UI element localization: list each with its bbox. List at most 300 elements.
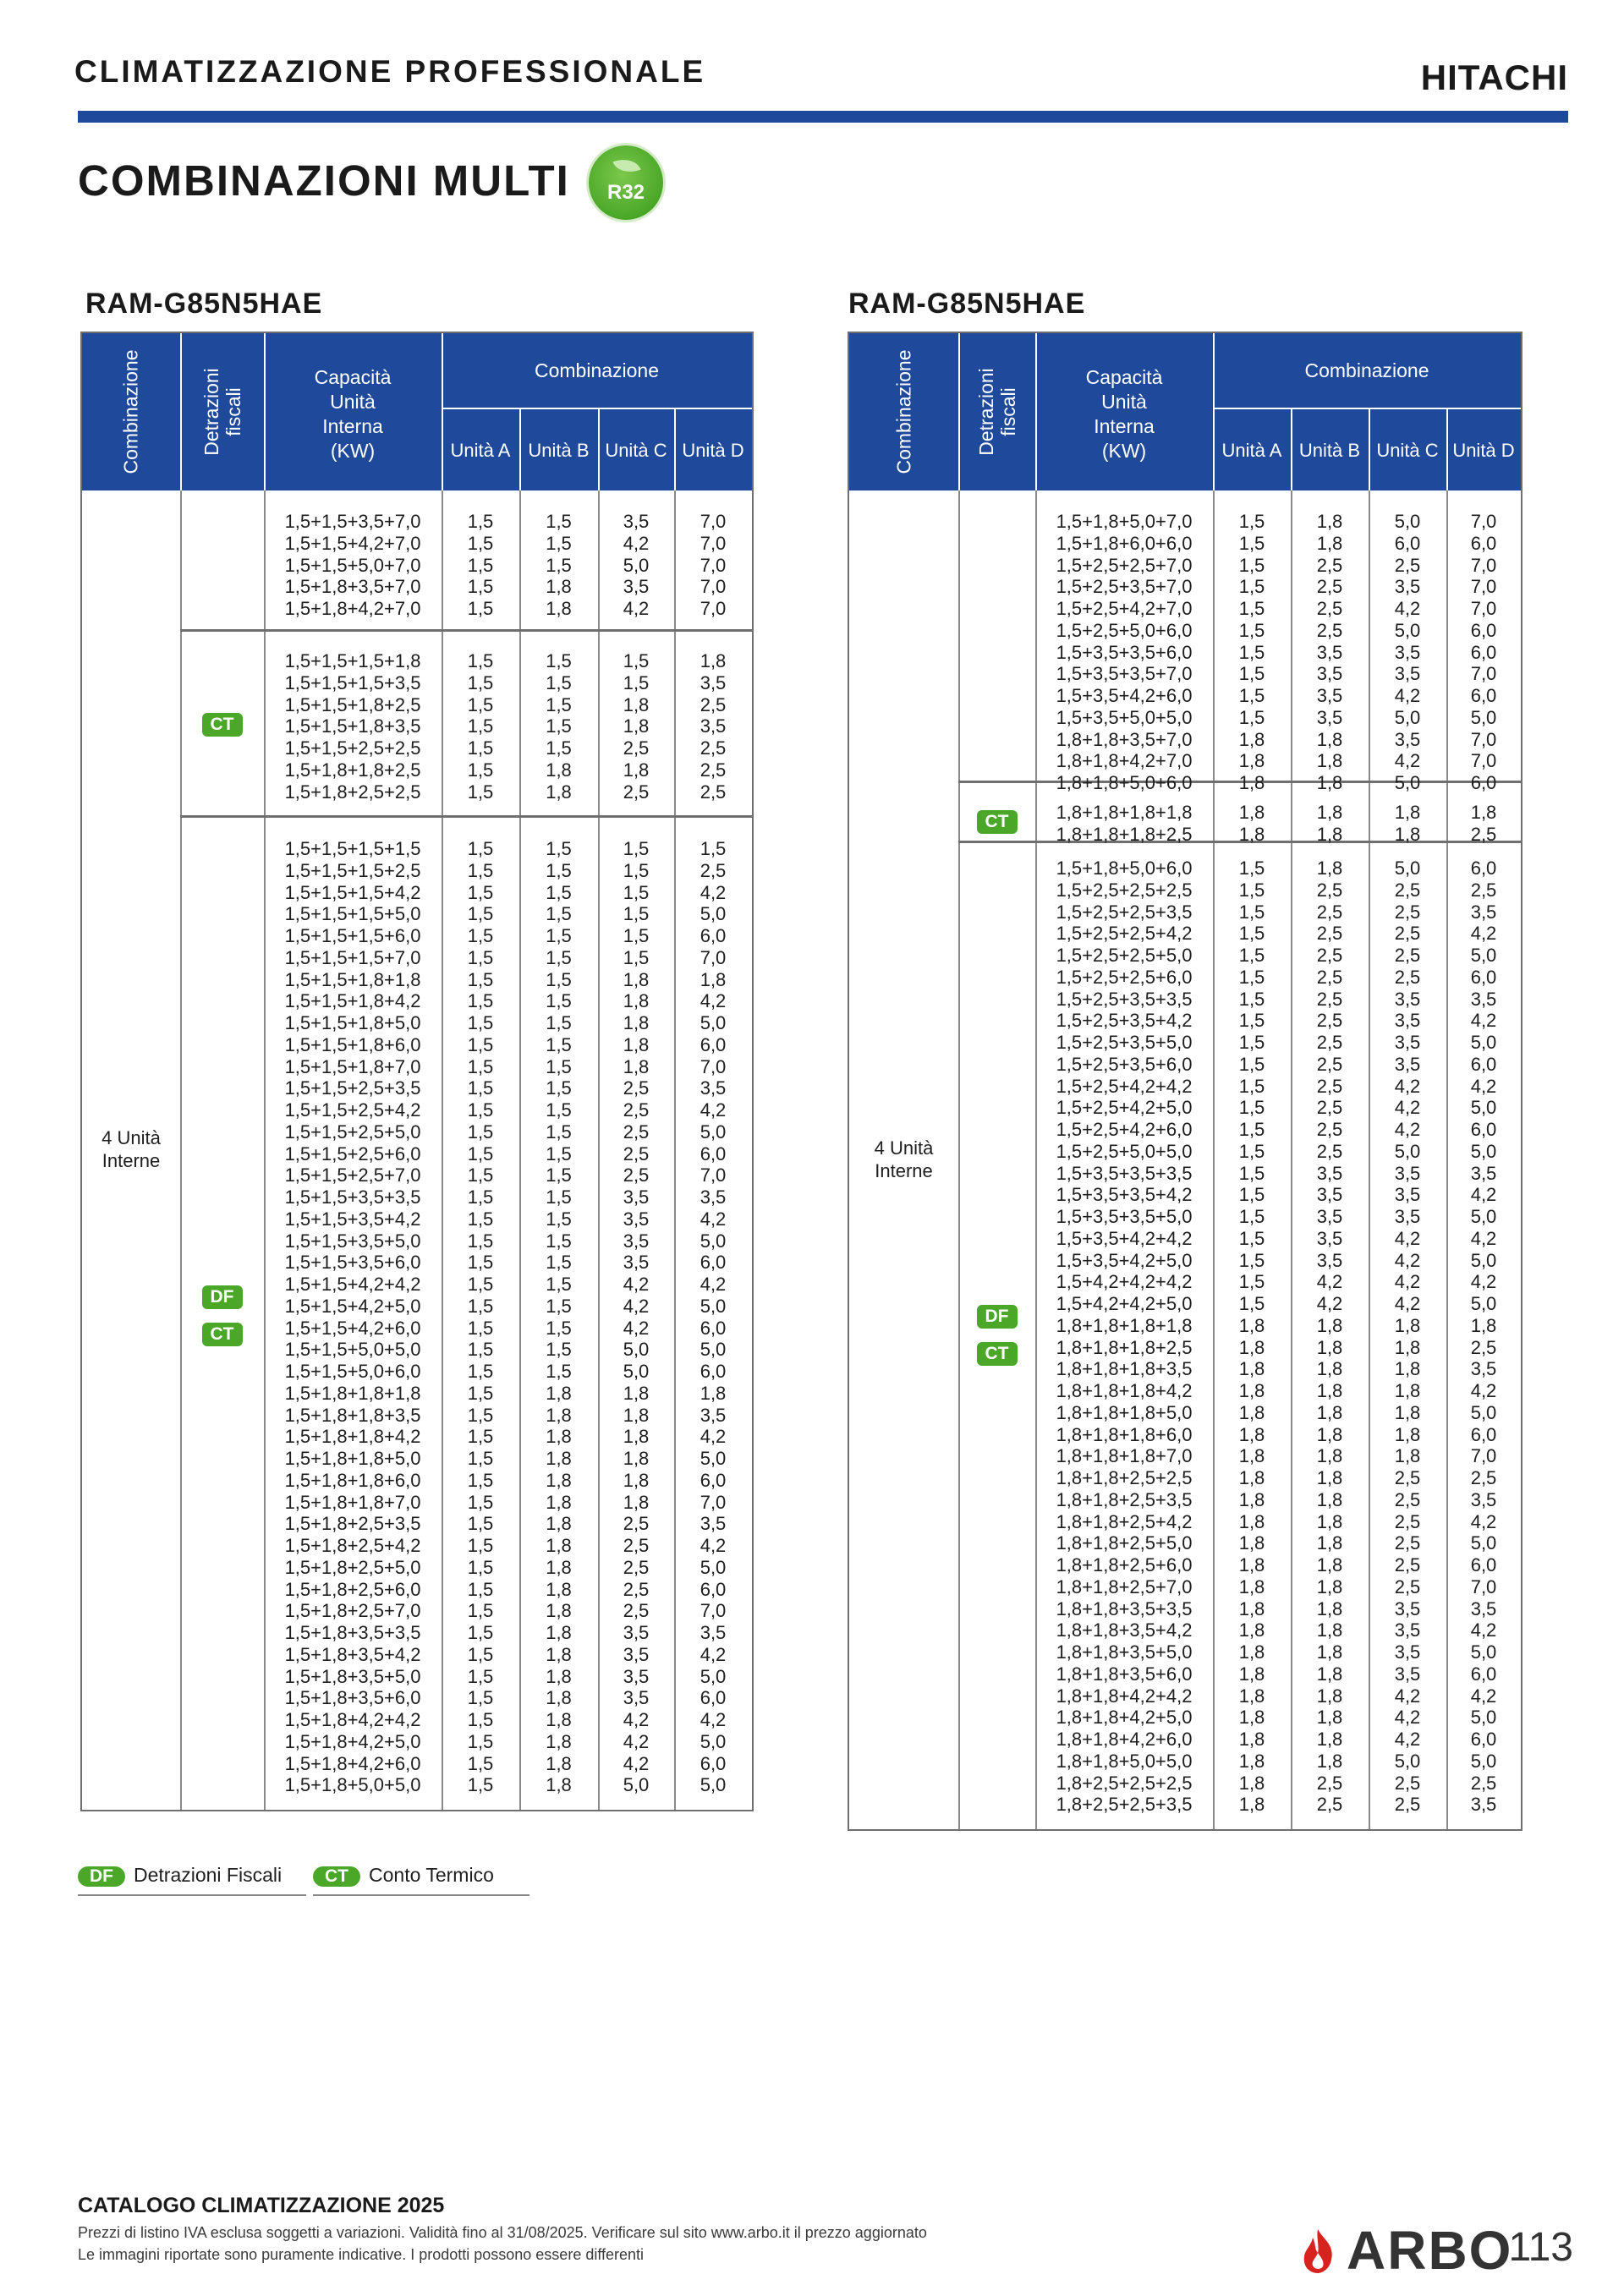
unit-value-cell: 4,2 [700, 1099, 727, 1121]
unit-value-cell: 1,8 [1238, 1488, 1265, 1510]
unit-value-cell: 7,0 [700, 511, 727, 532]
unit-value-cell: 2,5 [1470, 1772, 1497, 1794]
unit-value-cell: 1,5 [467, 1121, 494, 1143]
unit-value-cell: 1,5 [467, 859, 494, 881]
unit-value-cell: 5,0 [1470, 1249, 1497, 1271]
unit-value-cell: 1,8 [1238, 1554, 1265, 1575]
table-row [1035, 1141, 1521, 1163]
legend-ct [313, 1864, 529, 1887]
unit-value-cell: 1,5 [467, 1643, 494, 1665]
unit-value-cell: 5,0 [1394, 858, 1421, 879]
unit-value-cell: 4,2 [700, 1709, 727, 1730]
capacity-cell: 1,5+1,5+3,5+4,2 [284, 1208, 421, 1230]
unit-value-cell: 4,2 [1394, 1119, 1421, 1140]
table-row [1035, 858, 1521, 879]
table-row [1035, 1337, 1521, 1359]
unit-value-cell: 4,2 [1394, 685, 1421, 706]
table-row [1035, 1271, 1521, 1293]
unit-value-cell: 6,0 [1470, 685, 1497, 706]
unit-value-cell: 6,0 [700, 1578, 727, 1600]
capacity-cell: 1,5+1,5+2,5+6,0 [284, 1143, 421, 1164]
capacity-cell: 1,8+1,8+5,0+6,0 [1056, 772, 1193, 793]
unit-value-cell: 1,8 [623, 1382, 650, 1404]
unit-value-cell: 1,5 [467, 1361, 494, 1382]
unit-value-cell: 4,2 [1316, 1293, 1343, 1314]
unit-value-cell: 5,0 [1470, 1641, 1497, 1663]
unit-value-cell: 1,5 [467, 1665, 494, 1687]
header-combinazione: Combinazione [892, 349, 914, 474]
unit-value-cell: 7,0 [700, 946, 727, 968]
table-row [264, 1557, 752, 1579]
unit-value-cell: 1,8 [1238, 1794, 1265, 1816]
unit-value-cell: 1,5 [467, 838, 494, 859]
unit-value-cell: 2,5 [1394, 945, 1421, 966]
header-unit-d: Unità D [1452, 440, 1515, 461]
unit-value-cell: 1,8 [546, 759, 572, 781]
unit-value-cell: 2,5 [623, 737, 650, 759]
unit-value-cell: 6,0 [1470, 1053, 1497, 1075]
capacity-cell: 1,8+1,8+2,5+5,0 [1056, 1532, 1193, 1554]
capacity-cell: 1,5+1,8+5,0+5,0 [284, 1774, 421, 1796]
unit-value-cell: 2,5 [1394, 1510, 1421, 1532]
unit-value-cell: 1,8 [623, 693, 650, 715]
table-row [1035, 685, 1521, 707]
unit-value-cell: 1,5 [1238, 1184, 1265, 1206]
unit-value-cell: 1,5 [467, 511, 494, 532]
unit-value-cell: 3,5 [1394, 1619, 1421, 1641]
table-row [264, 1056, 752, 1078]
table-row [1035, 1489, 1521, 1511]
unit-value-cell: 6,0 [1470, 532, 1497, 554]
unit-value-cell: 4,2 [1394, 1075, 1421, 1097]
capacity-cell: 1,8+1,8+3,5+7,0 [1056, 728, 1193, 750]
capacity-cell: 1,5+1,5+1,8+3,5 [284, 715, 421, 737]
unit-value-cell: 4,2 [1470, 1010, 1497, 1032]
unit-value-cell: 1,5 [1238, 598, 1265, 619]
table-row [264, 1709, 752, 1731]
unit-value-cell: 7,0 [700, 532, 727, 554]
capacity-cell: 1,8+1,8+2,5+4,2 [1056, 1510, 1193, 1532]
unit-value-cell: 1,5 [467, 1752, 494, 1774]
table-row [1035, 1206, 1521, 1228]
model-title-left: RAM-G85N5HAE [85, 288, 323, 320]
unit-value-cell: 2,5 [1470, 823, 1497, 845]
unit-value-cell: 5,0 [1394, 1750, 1421, 1772]
unit-value-cell: 1,8 [1316, 1597, 1343, 1619]
unit-value-cell: 3,5 [623, 1687, 650, 1709]
unit-value-cell: 3,5 [1316, 1206, 1343, 1227]
capacity-cell: 1,5+3,5+4,2+6,0 [1056, 685, 1193, 706]
unit-value-cell: 1,8 [546, 1730, 572, 1752]
brand-logo: HITACHI [1420, 58, 1568, 97]
unit-value-cell: 1,5 [546, 554, 572, 576]
capacity-cell: 1,8+1,8+1,8+7,0 [1056, 1445, 1193, 1467]
unit-value-cell: 5,0 [700, 1012, 727, 1033]
unit-value-cell: 3,5 [700, 1077, 727, 1099]
unit-value-cell: 3,5 [700, 715, 727, 737]
unit-value-cell: 1,8 [623, 1055, 650, 1077]
capacity-cell: 1,5+3,5+4,2+4,2 [1056, 1227, 1193, 1249]
unit-value-cell: 1,8 [1238, 1510, 1265, 1532]
badge-ct: CT [977, 1342, 1018, 1366]
unit-value-cell: 1,8 [623, 1012, 650, 1033]
unit-value-cell: 7,0 [1470, 554, 1497, 576]
capacity-cell: 1,5+3,5+3,5+3,5 [1056, 1162, 1193, 1184]
unit-value-cell: 1,5 [546, 968, 572, 990]
unit-value-cell: 4,2 [700, 1535, 727, 1556]
unit-value-cell: 1,8 [700, 1382, 727, 1404]
capacity-cell: 1,5+1,8+1,8+6,0 [284, 1469, 421, 1491]
table-row [1035, 1054, 1521, 1076]
unit-value-cell: 4,2 [1394, 1729, 1421, 1750]
unit-value-cell: 1,8 [546, 1774, 572, 1796]
arbo-logo: ARBO [1347, 2220, 1513, 2281]
capacity-cell: 1,5+1,8+1,8+5,0 [284, 1448, 421, 1469]
table-row [1035, 1663, 1521, 1685]
unit-value-cell: 1,8 [546, 1578, 572, 1600]
unit-value-cell: 3,5 [700, 671, 727, 693]
capacity-cell: 1,8+1,8+1,8+1,8 [1056, 802, 1193, 823]
capacity-cell: 1,5+3,5+4,2+5,0 [1056, 1249, 1193, 1271]
unit-value-cell: 4,2 [1470, 1619, 1497, 1641]
capacity-cell: 1,8+1,8+3,5+3,5 [1056, 1597, 1193, 1619]
table-row [1035, 802, 1521, 824]
unit-value-cell: 7,0 [1470, 1445, 1497, 1467]
table-row [264, 860, 752, 882]
unit-value-cell: 1,5 [467, 946, 494, 968]
unit-value-cell: 1,5 [1238, 1053, 1265, 1075]
unit-value-cell: 5,0 [1394, 772, 1421, 793]
header-capacita: Capacità Unità Interna (KW) [1085, 366, 1163, 462]
table-row [264, 533, 752, 555]
capacity-cell: 1,5+1,5+2,5+3,5 [284, 1077, 421, 1099]
unit-value-cell: 2,5 [1316, 1119, 1343, 1140]
capacity-cell: 1,5+1,5+1,8+4,2 [284, 990, 421, 1012]
table-row [264, 903, 752, 925]
unit-value-cell: 1,5 [546, 532, 572, 554]
unit-value-cell: 1,5 [467, 1055, 494, 1077]
unit-value-cell: 3,5 [1316, 663, 1343, 685]
unit-value-cell: 1,5 [1238, 1162, 1265, 1184]
unit-value-cell: 1,8 [1238, 750, 1265, 772]
unit-value-cell: 1,8 [1394, 1314, 1421, 1336]
unit-value-cell: 1,5 [467, 1252, 494, 1274]
unit-value-cell: 2,5 [1316, 901, 1343, 923]
unit-value-cell: 1,5 [546, 1186, 572, 1208]
table-row [264, 1274, 752, 1296]
unit-value-cell: 1,8 [1238, 802, 1265, 823]
unit-value-cell: 3,5 [1470, 1794, 1497, 1816]
unit-value-cell: 1,5 [467, 1164, 494, 1186]
table-row [1035, 1402, 1521, 1424]
table-row [264, 1448, 752, 1470]
capacity-cell: 1,5+1,5+5,0+5,0 [284, 1339, 421, 1361]
unit-value-cell: 3,5 [1316, 685, 1343, 706]
unit-value-cell: 1,5 [546, 1099, 572, 1121]
capacity-cell: 1,5+1,8+4,2+7,0 [284, 598, 421, 619]
capacity-cell: 1,5+3,5+3,5+5,0 [1056, 1206, 1193, 1227]
unit-value-cell: 7,0 [1470, 728, 1497, 750]
table-row [264, 1492, 752, 1514]
header-combinazione: Combinazione [119, 349, 142, 474]
capacity-cell: 1,8+1,8+2,5+2,5 [1056, 1467, 1193, 1488]
unit-value-cell: 5,0 [700, 1121, 727, 1143]
capacity-cell: 1,5+1,5+2,5+7,0 [284, 1164, 421, 1186]
table-row [264, 598, 752, 620]
unit-value-cell: 1,8 [1316, 1619, 1343, 1641]
unit-value-cell: 5,0 [1470, 1206, 1497, 1227]
unit-value-cell: 1,5 [1238, 1206, 1265, 1227]
unit-value-cell: 1,8 [1316, 1423, 1343, 1445]
table-row [1035, 1293, 1521, 1315]
unit-value-cell: 1,5 [467, 693, 494, 715]
table-row [264, 990, 752, 1012]
table-row [264, 1731, 752, 1753]
capacity-cell: 1,5+1,5+3,5+5,0 [284, 1230, 421, 1252]
unit-value-cell: 5,0 [700, 1448, 727, 1469]
unit-value-cell: 1,5 [1238, 706, 1265, 728]
capacity-cell: 1,5+2,5+3,5+3,5 [1056, 988, 1193, 1010]
unit-value-cell: 1,5 [623, 859, 650, 881]
table-row [264, 1164, 752, 1186]
unit-value-cell: 6,0 [1470, 858, 1497, 879]
unit-value-cell: 1,5 [467, 1404, 494, 1426]
unit-value-cell: 1,8 [1316, 1488, 1343, 1510]
unit-value-cell: 6,0 [1470, 966, 1497, 988]
unit-value-cell: 2,5 [1394, 1488, 1421, 1510]
unit-value-cell: 3,5 [1394, 1641, 1421, 1663]
capacity-cell: 1,5+1,5+4,2+4,2 [284, 1274, 421, 1295]
badge-ct: CT [202, 713, 243, 737]
table-row [264, 1774, 752, 1796]
table-header [82, 333, 752, 490]
unit-value-cell: 2,5 [1394, 1532, 1421, 1554]
unit-value-cell: 4,2 [1470, 1510, 1497, 1532]
capacity-cell: 1,5+1,8+2,5+5,0 [284, 1556, 421, 1578]
table-row [1035, 1707, 1521, 1729]
unit-value-cell: 1,5 [546, 859, 572, 881]
capacity-cell: 1,8+2,5+2,5+3,5 [1056, 1794, 1193, 1816]
unit-value-cell: 1,8 [1316, 1641, 1343, 1663]
table-row [264, 1012, 752, 1034]
unit-value-cell: 4,2 [1470, 1184, 1497, 1206]
unit-value-cell: 2,5 [1316, 1772, 1343, 1794]
unit-value-cell: 3,5 [1316, 1162, 1343, 1184]
capacity-cell: 1,5+1,5+5,0+7,0 [284, 554, 421, 576]
table-row [1035, 879, 1521, 901]
capacity-cell: 1,5+1,5+1,5+5,0 [284, 903, 421, 925]
table-row [264, 925, 752, 947]
unit-value-cell: 2,5 [1316, 879, 1343, 901]
unit-value-cell: 1,5 [546, 1274, 572, 1295]
header-divider [442, 333, 443, 490]
unit-value-cell: 1,8 [1316, 1380, 1343, 1401]
table-row [264, 1208, 752, 1230]
r32-label: R32 [606, 181, 645, 204]
unit-value-cell: 1,5 [546, 511, 572, 532]
unit-value-cell: 1,8 [1316, 1575, 1343, 1597]
unit-value-cell: 4,2 [700, 1643, 727, 1665]
table-row [1035, 1532, 1521, 1554]
capacity-cell: 1,8+1,8+2,5+6,0 [1056, 1554, 1193, 1575]
unit-value-cell: 2,5 [623, 1513, 650, 1535]
unit-value-cell: 3,5 [1394, 988, 1421, 1010]
unit-value-cell: 3,5 [1394, 1184, 1421, 1206]
table-row [264, 1622, 752, 1644]
table-row [264, 1143, 752, 1165]
unit-value-cell: 1,5 [546, 881, 572, 903]
unit-value-cell: 2,5 [1394, 923, 1421, 945]
capacity-cell: 1,5+3,5+3,5+6,0 [1056, 641, 1193, 663]
unit-value-cell: 4,2 [1394, 1293, 1421, 1314]
unit-value-cell: 6,0 [700, 1469, 727, 1491]
unit-value-cell: 1,8 [700, 650, 727, 671]
unit-value-cell: 1,5 [546, 693, 572, 715]
unit-value-cell: 1,5 [467, 1012, 494, 1033]
legend-ct-badge: CT [313, 1866, 360, 1887]
unit-value-cell: 1,8 [1316, 772, 1343, 793]
unit-value-cell: 2,5 [1316, 1794, 1343, 1816]
unit-value-cell: 6,0 [700, 1317, 727, 1339]
unit-value-cell: 1,5 [1238, 619, 1265, 641]
unit-value-cell: 5,0 [1394, 706, 1421, 728]
unit-value-cell: 1,5 [1238, 1293, 1265, 1314]
unit-value-cell: 1,8 [1238, 728, 1265, 750]
unit-value-cell: 1,8 [546, 1535, 572, 1556]
capacity-cell: 1,5+1,5+3,5+6,0 [284, 1252, 421, 1274]
unit-value-cell: 4,2 [1394, 1227, 1421, 1249]
table-row [264, 1186, 752, 1208]
unit-value-cell: 1,8 [1316, 858, 1343, 879]
unit-value-cell: 1,8 [546, 1426, 572, 1448]
capacity-cell: 1,5+1,8+3,5+5,0 [284, 1665, 421, 1687]
unit-value-cell: 1,8 [1238, 1401, 1265, 1423]
unit-value-cell: 1,8 [1316, 1401, 1343, 1423]
capacity-cell: 1,5+2,5+5,0+6,0 [1056, 619, 1193, 641]
unit-value-cell: 1,8 [1316, 1554, 1343, 1575]
flame-icon [1298, 2228, 1338, 2275]
footer-catalog-title: CATALOGO CLIMATIZZAZIONE 2025 [78, 2194, 445, 2217]
unit-value-cell: 1,8 [546, 781, 572, 803]
unit-value-cell: 2,5 [1316, 576, 1343, 598]
unit-value-cell: 1,5 [467, 781, 494, 803]
unit-value-cell: 1,8 [1394, 1423, 1421, 1445]
unit-value-cell: 1,5 [467, 925, 494, 946]
unit-value-cell: 2,5 [1316, 598, 1343, 619]
unit-value-cell: 4,2 [1470, 1227, 1497, 1249]
table-row [1035, 1554, 1521, 1576]
unit-value-cell: 1,5 [467, 737, 494, 759]
unit-value-cell: 6,0 [700, 1252, 727, 1274]
table-row [264, 1579, 752, 1601]
unit-value-cell: 6,0 [700, 1143, 727, 1164]
unit-value-cell: 4,2 [623, 532, 650, 554]
unit-value-cell: 6,0 [1470, 1119, 1497, 1140]
table-row [264, 1230, 752, 1252]
unit-value-cell: 3,5 [1470, 988, 1497, 1010]
unit-value-cell: 3,5 [1470, 901, 1497, 923]
capacity-cell: 1,5+1,5+1,5+1,5 [284, 838, 421, 859]
unit-value-cell: 5,0 [700, 1665, 727, 1687]
unit-value-cell: 5,0 [700, 1339, 727, 1361]
unit-value-cell: 1,8 [1316, 1336, 1343, 1358]
unit-value-cell: 1,8 [1238, 1641, 1265, 1663]
section-title: CLIMATIZZAZIONE PROFESSIONALE [74, 54, 706, 89]
header-unit-b: Unità B [528, 440, 590, 461]
capacity-cell: 1,5+2,5+2,5+2,5 [1056, 879, 1193, 901]
unit-value-cell: 3,5 [1394, 1010, 1421, 1032]
unit-value-cell: 7,0 [700, 1055, 727, 1077]
unit-value-cell: 1,5 [467, 990, 494, 1012]
unit-value-cell: 1,5 [546, 1055, 572, 1077]
capacity-cell: 1,5+1,8+4,2+6,0 [284, 1752, 421, 1774]
unit-value-cell: 5,0 [700, 903, 727, 925]
unit-value-cell: 1,5 [546, 671, 572, 693]
unit-value-cell: 4,2 [1394, 1097, 1421, 1119]
unit-value-cell: 1,8 [1238, 1750, 1265, 1772]
table-row [1035, 1751, 1521, 1773]
capacity-cell: 1,5+2,5+2,5+4,2 [1056, 923, 1193, 945]
table-row [1035, 967, 1521, 989]
unit-value-cell: 2,5 [1316, 554, 1343, 576]
unit-value-cell: 3,5 [700, 1186, 727, 1208]
unit-value-cell: 1,5 [546, 1164, 572, 1186]
table-row [264, 882, 752, 904]
combination-table-left [80, 332, 754, 1811]
unit-value-cell: 1,8 [1238, 1445, 1265, 1467]
page-title: COMBINAZIONI MULTI [78, 156, 570, 205]
capacity-cell: 1,5+4,2+4,2+5,0 [1056, 1293, 1193, 1314]
unit-value-cell: 4,2 [700, 1274, 727, 1295]
unit-value-cell: 2,5 [700, 759, 727, 781]
unit-value-cell: 1,8 [1470, 802, 1497, 823]
capacity-cell: 1,5+1,8+1,8+2,5 [284, 759, 421, 781]
unit-value-cell: 2,5 [1316, 619, 1343, 641]
unit-value-cell: 1,5 [467, 1230, 494, 1252]
capacity-cell: 1,8+1,8+1,8+3,5 [1056, 1358, 1193, 1380]
unit-value-cell: 1,8 [1238, 1772, 1265, 1794]
unit-value-cell: 1,8 [546, 1469, 572, 1491]
unit-value-cell: 1,8 [623, 1469, 650, 1491]
unit-value-cell: 4,2 [1394, 1685, 1421, 1707]
unit-value-cell: 2,5 [1316, 1097, 1343, 1119]
capacity-cell: 1,5+1,8+2,5+2,5 [284, 781, 421, 803]
unit-value-cell: 1,8 [1316, 1532, 1343, 1554]
capacity-cell: 1,5+1,8+2,5+7,0 [284, 1600, 421, 1622]
capacity-cell: 1,5+1,5+1,5+7,0 [284, 946, 421, 968]
capacity-cell: 1,5+1,8+6,0+6,0 [1056, 532, 1193, 554]
unit-value-cell: 1,5 [1238, 511, 1265, 532]
header-combinazione-group: Combinazione [534, 359, 660, 381]
unit-value-cell: 6,0 [700, 1687, 727, 1709]
capacity-cell: 1,8+1,8+3,5+6,0 [1056, 1663, 1193, 1685]
unit-value-cell: 3,5 [1316, 641, 1343, 663]
table-row [1035, 1032, 1521, 1054]
table-row [264, 947, 752, 969]
table-row [1035, 1598, 1521, 1620]
table-row [1035, 1315, 1521, 1337]
unit-value-cell: 2,5 [700, 859, 727, 881]
unit-value-cell: 7,0 [700, 1164, 727, 1186]
unit-value-cell: 1,8 [1238, 1597, 1265, 1619]
unit-value-cell: 1,5 [1238, 923, 1265, 945]
capacity-cell: 1,5+1,5+4,2+5,0 [284, 1295, 421, 1317]
unit-value-cell: 5,0 [1394, 619, 1421, 641]
unit-value-cell: 2,5 [1316, 1075, 1343, 1097]
unit-value-cell: 4,2 [1394, 1707, 1421, 1729]
capacity-cell: 1,5+1,5+1,8+7,0 [284, 1055, 421, 1077]
capacity-cell: 1,5+1,8+3,5+4,2 [284, 1643, 421, 1665]
